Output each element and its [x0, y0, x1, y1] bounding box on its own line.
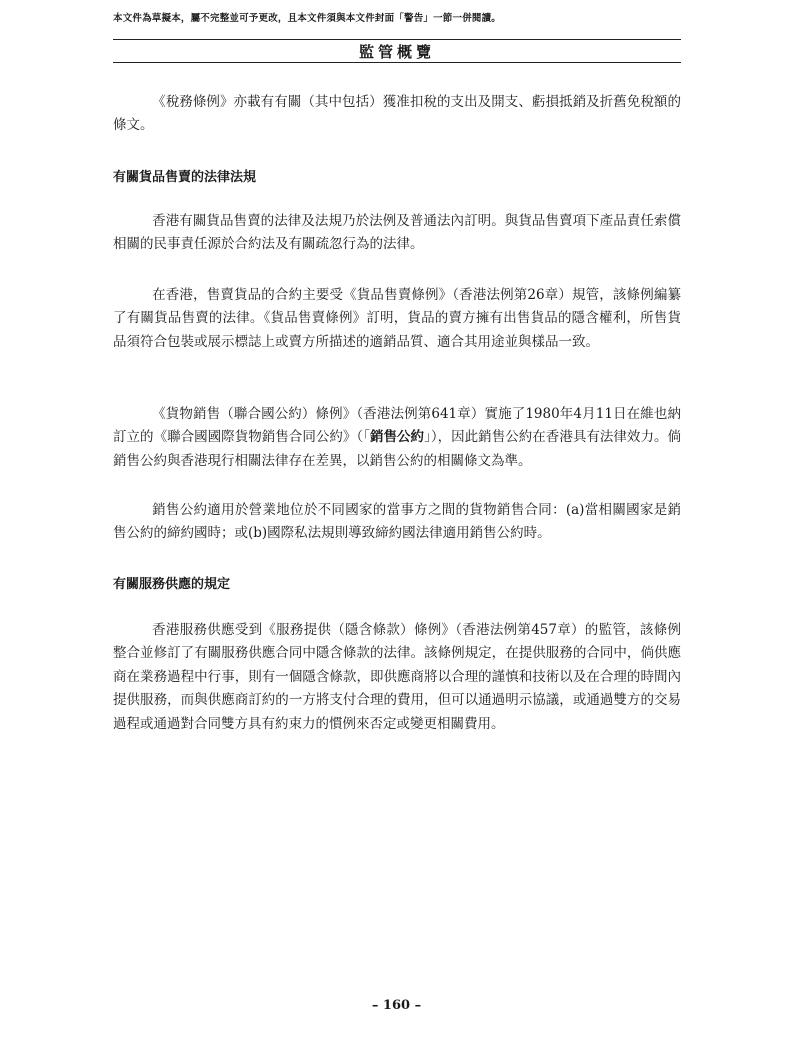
paragraph-un-convention-part1: 《貨物銷售（聯合國公約）條例》（香港法例第641章）實施了1980年4月11日在維也納訂立的《聯合國國際貨物銷售合同公約》（「 — [113, 406, 681, 446]
paragraph-tax-ordinance: 《稅務條例》亦載有有關（其中包括）獲准扣稅的支出及開支、虧損抵銷及折舊免稅額的條文。 — [113, 94, 681, 134]
paragraph-sale-of-goods-law: 香港有關貨品售賣的法律及法規乃於法例及普通法內訂明。與貨品售賣項下產品責任索償相關的民事責任源於合約法及有關疏忽行為的法律。 — [113, 213, 681, 253]
defined-term-sales-convention: 銷售公約 — [369, 429, 425, 446]
heading-sale-of-goods: 有關貨品售賣的法律法規 — [113, 170, 257, 185]
section-title: 監管概覽 — [358, 43, 435, 61]
header-rule-top — [113, 39, 681, 40]
paragraph-convention-applicability: 銷售公約適用於營業地位於不同國家的當事方之間的貨物銷售合同：(a)當相關國家是銷售公約的締約國時；或(b)國際私法規則導致締約國法律適用銷售公約時。 — [113, 502, 681, 542]
paragraph-supply-of-services: 香港服務供應受到《服務提供（隱含條款）條例》（香港法例第457章）的監管，該條例整合並修訂了有關服務供應合同中隱含條款的法律。該條例規定，在提供服務的合同中，倘供應商在業務過程中行事，則有一個隱含條款，即供應商將以合理的謹慎和技術以及在合理的時間內提供服務，而與供應商訂約的一方將支付合理的費用，但可以通過明示協議，或通過雙方的交易過程或通過對合同雙方具有約束力的慣例來否定或變更相關費用。 — [113, 622, 681, 732]
paragraph-un-convention — [113, 403, 681, 473]
paragraph-sale-of-goods-ordinance: 在香港，售賣貨品的合約主要受《貨品售賣條例》（香港法例第26章）規管，該條例編纂了有關貨品售賣的法律。《貨品售賣條例》訂明，貨品的賣方擁有出售貨品的隱含權利，所售貨品須符合包裝或展示標誌上或賣方所描述的適銷品質、適合其用途並與樣品一致。 — [113, 287, 681, 350]
heading-supply-of-services: 有關服務供應的規定 — [113, 577, 231, 592]
paragraph-un-convention-part2: 」），因此銷售公約在香港具有法律效力。倘銷售公約與香港現行相關法律存在差異，以銷售公約的相關條文為準。 — [113, 429, 682, 469]
header-rule-bottom — [113, 62, 681, 63]
page-number: – 160 – — [371, 998, 422, 1013]
draft-notice: 本文件為草擬本，屬不完整並可予更改，且本文件須與本文件封面「警告」一節一併閱讀。 — [113, 13, 502, 24]
